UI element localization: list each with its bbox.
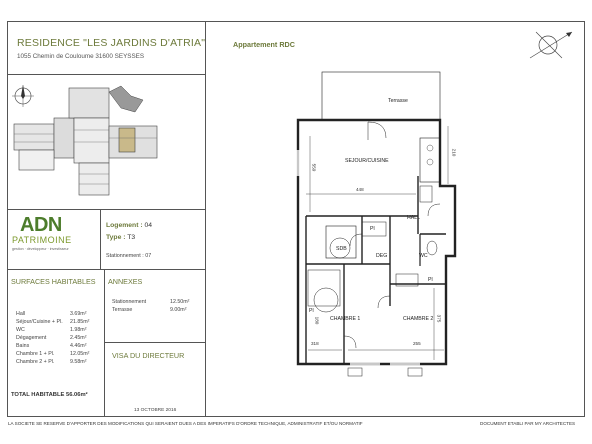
surface-label: Dégagement (16, 335, 47, 341)
label-sdb: SDB (336, 246, 347, 252)
surface-value: 4.46m² (70, 343, 87, 349)
apartment-level: Appartement RDC (233, 40, 295, 49)
label-chambre2: CHAMBRE 2 (403, 316, 434, 322)
brand-tagline: gestion · développeur · investisseur (12, 247, 69, 251)
divider-brand (100, 209, 101, 269)
annex-row (112, 299, 202, 305)
surface-value: 9.58m² (70, 359, 87, 365)
label-chambre1: CHAMBRE 1 (330, 316, 361, 322)
type-value: T3 (127, 234, 136, 241)
logement-value: 04 (144, 222, 153, 229)
brand-logo (12, 215, 98, 263)
surface-row (16, 327, 96, 333)
dim-318: 318 (311, 341, 319, 346)
residence-title: RESIDENCE "LES JARDINS D'ATRIA" (17, 37, 206, 49)
compass-icon (12, 85, 34, 107)
label-terrasse: Terrasse (388, 98, 408, 104)
dim-375: 375 (436, 314, 442, 323)
surface-row (16, 351, 96, 357)
surface-row (16, 359, 96, 365)
divider-visa (104, 342, 205, 343)
dim-180: 180 (314, 316, 320, 325)
surface-value: 12.05m² (70, 351, 90, 357)
sheet-date: 13 OCTOBRE 2016 (134, 408, 177, 413)
dim-448: 448 (356, 187, 364, 192)
label-wc: WC (419, 253, 428, 259)
label-pl-3: Pl (309, 308, 314, 314)
surface-row (16, 319, 96, 325)
terrasse-area (322, 72, 440, 120)
total-label: TOTAL HABITABLE (11, 392, 65, 398)
surface-label: Hall (16, 311, 26, 317)
divider-vertical (205, 21, 206, 417)
brand-name: ADN (20, 214, 62, 236)
dim-255: 255 (413, 341, 421, 346)
surface-value: 2.45m² (70, 335, 87, 341)
stationnement-label: Stationnement : (106, 253, 144, 259)
footer-credit: DOCUMENT ETABLI PAR MY ARCHITECTES (480, 421, 576, 426)
divider-brand-bottom (7, 269, 205, 270)
annex-label: Terrasse (112, 307, 133, 313)
label-pl-1: Pl (370, 226, 375, 232)
surface-label: WC (16, 327, 25, 333)
annex-value: 12.50m² (170, 299, 190, 305)
floor-plan (270, 66, 470, 380)
divider-siteplan (7, 209, 205, 210)
annex-value: 9.00m² (170, 307, 187, 313)
dim-559: 559 (311, 163, 317, 172)
dim-210: 210 (451, 148, 457, 157)
surface-value: 21.85m² (70, 319, 90, 325)
visa-title: VISA DU DIRECTEUR (112, 351, 185, 360)
annex-row (112, 307, 202, 313)
logement-info (106, 220, 152, 244)
brand-sub: PATRIMOINE (12, 235, 72, 245)
stationnement-info (106, 253, 151, 259)
annexes-title: ANNEXES (108, 277, 143, 286)
divider-surfaces (104, 269, 105, 417)
surface-label: Séjour/Cuisine + Pl. (16, 319, 63, 325)
north-arrow-icon (526, 28, 582, 62)
total-value: 56.06m² (65, 392, 88, 398)
surfaces-title: SURFACES HABITABLES (11, 277, 96, 286)
surface-label: Bains (16, 343, 30, 349)
total-habitable (11, 392, 88, 398)
logement-label: Logement : (106, 222, 143, 229)
surface-value: 1.98m² (70, 327, 87, 333)
site-plan (9, 78, 203, 206)
surface-row (16, 335, 96, 341)
surface-row (16, 343, 96, 349)
surface-row (16, 311, 96, 317)
label-deg: DEG (376, 253, 388, 259)
annex-label: Stationnement (112, 299, 147, 305)
stationnement-value: 07 (145, 253, 152, 259)
residence-address: 1055 Chemin de Couloume 31600 SEYSSES (17, 53, 145, 60)
surface-label: Chambre 1 + Pl. (16, 351, 55, 357)
footer-disclaimer: LA SOCIETE SE RESERVE D'APPORTER DES MODIFICATIONS QUI SERAIENT DUES A DES IMPERATIFS D'ORDRE TECHNIQUE, ADMINISTRATIF ET/OU NORMATIF (8, 421, 363, 426)
surface-value: 3.69m² (70, 311, 87, 317)
label-hall: HALL (407, 215, 420, 221)
surface-label: Chambre 2 + Pl. (16, 359, 55, 365)
label-sejour: SEJOUR/CUISINE (345, 158, 389, 164)
divider-header (7, 74, 205, 75)
label-pl-2: Pl (428, 277, 433, 283)
type-label: Type : (106, 234, 126, 241)
